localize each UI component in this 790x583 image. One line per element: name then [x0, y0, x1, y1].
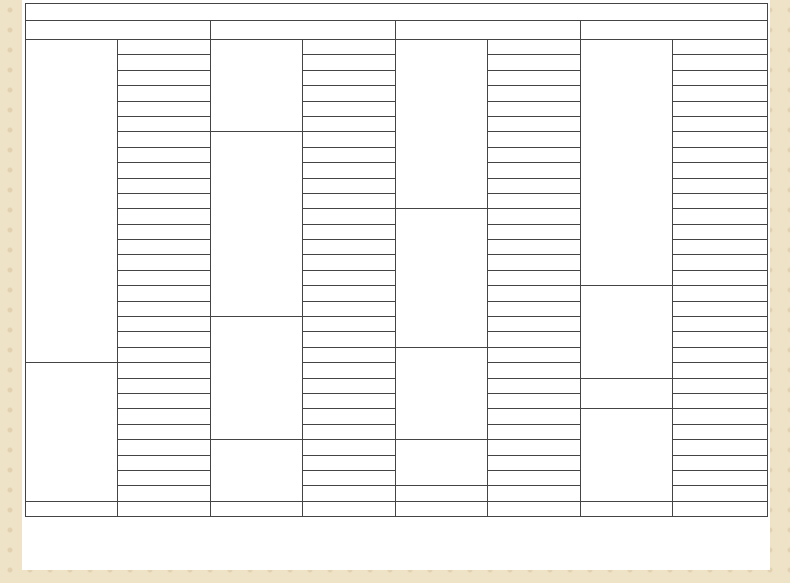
city-cell	[118, 255, 211, 270]
city-cell	[118, 55, 211, 70]
city-cell	[673, 501, 768, 516]
city-cell	[673, 347, 768, 362]
province-cell	[581, 501, 673, 516]
city-cell	[118, 301, 211, 316]
city-cell	[488, 286, 581, 301]
city-cell	[673, 440, 768, 455]
city-cell	[488, 86, 581, 101]
city-cell	[118, 240, 211, 255]
city-cell	[118, 270, 211, 285]
city-cell	[118, 178, 211, 193]
city-cell	[118, 317, 211, 332]
city-cell	[118, 70, 211, 85]
city-cell	[488, 440, 581, 455]
city-cell	[673, 317, 768, 332]
province-cell	[26, 501, 118, 516]
city-cell	[673, 55, 768, 70]
city-cell	[118, 163, 211, 178]
city-cell	[673, 286, 768, 301]
city-cell	[673, 486, 768, 501]
city-cell	[303, 424, 396, 439]
city-cell	[303, 70, 396, 85]
city-cell	[303, 440, 396, 455]
city-cell	[673, 193, 768, 208]
city-cell	[303, 409, 396, 424]
city-cell	[488, 193, 581, 208]
city-cell	[118, 116, 211, 131]
province-cell	[581, 409, 673, 501]
province-cell	[26, 40, 118, 363]
city-cell	[118, 193, 211, 208]
city-cell	[303, 163, 396, 178]
city-cell	[673, 70, 768, 85]
city-cell	[303, 455, 396, 470]
city-cell	[673, 470, 768, 485]
city-cell	[673, 163, 768, 178]
city-cell	[673, 224, 768, 239]
city-cell	[488, 501, 581, 516]
city-cell	[303, 393, 396, 408]
province-cell	[26, 363, 118, 502]
city-cell	[488, 147, 581, 162]
city-cell	[303, 286, 396, 301]
province-cell	[211, 40, 303, 132]
city-cell	[118, 378, 211, 393]
province-cell	[211, 440, 303, 502]
city-cell	[488, 393, 581, 408]
city-cell	[303, 301, 396, 316]
city-cell	[673, 86, 768, 101]
header-beijing	[26, 21, 211, 40]
city-cell	[303, 486, 396, 501]
city-cell	[673, 378, 768, 393]
city-cell	[118, 286, 211, 301]
province-cell	[396, 501, 488, 516]
city-cell	[118, 347, 211, 362]
city-cell	[303, 147, 396, 162]
city-cell	[118, 101, 211, 116]
city-cell	[303, 378, 396, 393]
city-cell	[488, 332, 581, 347]
province-cell	[396, 40, 488, 209]
city-cell	[303, 86, 396, 101]
city-cell	[303, 40, 396, 55]
city-cell	[303, 209, 396, 224]
city-cell	[118, 209, 211, 224]
province-cell	[581, 40, 673, 286]
city-cell	[673, 301, 768, 316]
city-cell	[488, 378, 581, 393]
city-cell	[303, 178, 396, 193]
city-cell	[488, 178, 581, 193]
header-chongqing	[581, 21, 768, 40]
city-cell	[488, 317, 581, 332]
city-cell	[488, 40, 581, 55]
province-cell	[396, 440, 488, 486]
province-cell	[211, 501, 303, 516]
city-cell	[673, 409, 768, 424]
city-cell	[118, 224, 211, 239]
city-cell	[488, 70, 581, 85]
city-cell	[488, 209, 581, 224]
city-cell	[673, 209, 768, 224]
province-cell	[396, 486, 488, 501]
city-cell	[673, 270, 768, 285]
city-cell	[303, 116, 396, 131]
city-cell	[303, 270, 396, 285]
city-cell	[303, 332, 396, 347]
province-cell	[581, 286, 673, 378]
city-cell	[118, 455, 211, 470]
province-cell	[211, 132, 303, 317]
city-cell	[673, 424, 768, 439]
city-cell	[488, 455, 581, 470]
city-cell	[673, 147, 768, 162]
province-cell	[396, 347, 488, 439]
city-cell	[118, 486, 211, 501]
city-cell	[118, 363, 211, 378]
city-cell	[303, 363, 396, 378]
city-cell	[303, 255, 396, 270]
table-row	[26, 40, 768, 55]
city-cell	[673, 240, 768, 255]
province-cell	[396, 209, 488, 348]
city-cell	[673, 332, 768, 347]
header-shanghai	[396, 21, 581, 40]
city-cell	[488, 224, 581, 239]
city-cell	[673, 178, 768, 193]
city-cell	[303, 240, 396, 255]
city-cell	[673, 101, 768, 116]
city-cell	[118, 86, 211, 101]
city-cell	[673, 40, 768, 55]
table-caption	[26, 4, 768, 21]
city-cell	[488, 363, 581, 378]
city-cell	[673, 132, 768, 147]
city-cell	[118, 40, 211, 55]
table-row	[26, 501, 768, 516]
city-cell	[118, 147, 211, 162]
city-cell	[118, 332, 211, 347]
city-cell	[488, 101, 581, 116]
city-cell	[488, 132, 581, 147]
city-cell	[488, 424, 581, 439]
city-cell	[303, 132, 396, 147]
city-cell	[673, 255, 768, 270]
city-cell	[118, 424, 211, 439]
city-cell	[118, 440, 211, 455]
city-cell	[303, 193, 396, 208]
city-cell	[303, 470, 396, 485]
city-cell	[303, 347, 396, 362]
header-tianjin	[211, 21, 396, 40]
city-cell	[118, 501, 211, 516]
city-table	[25, 3, 768, 517]
city-cell	[303, 224, 396, 239]
city-cell	[488, 255, 581, 270]
city-cell	[118, 393, 211, 408]
city-cell	[673, 455, 768, 470]
city-cell	[488, 240, 581, 255]
table-body	[26, 40, 768, 517]
city-cell	[118, 132, 211, 147]
city-cell	[488, 116, 581, 131]
city-cell	[488, 55, 581, 70]
city-cell	[118, 409, 211, 424]
city-cell	[488, 163, 581, 178]
city-cell	[488, 486, 581, 501]
province-cell	[211, 317, 303, 440]
city-cell	[303, 501, 396, 516]
city-cell	[303, 101, 396, 116]
province-cell	[581, 378, 673, 409]
city-cell	[488, 270, 581, 285]
city-cell	[673, 363, 768, 378]
city-cell	[488, 409, 581, 424]
city-cell	[118, 470, 211, 485]
city-cell	[673, 393, 768, 408]
city-cell	[673, 116, 768, 131]
city-cell	[488, 347, 581, 362]
city-cell	[488, 470, 581, 485]
city-cell	[303, 55, 396, 70]
city-cell	[488, 301, 581, 316]
city-cell	[303, 317, 396, 332]
